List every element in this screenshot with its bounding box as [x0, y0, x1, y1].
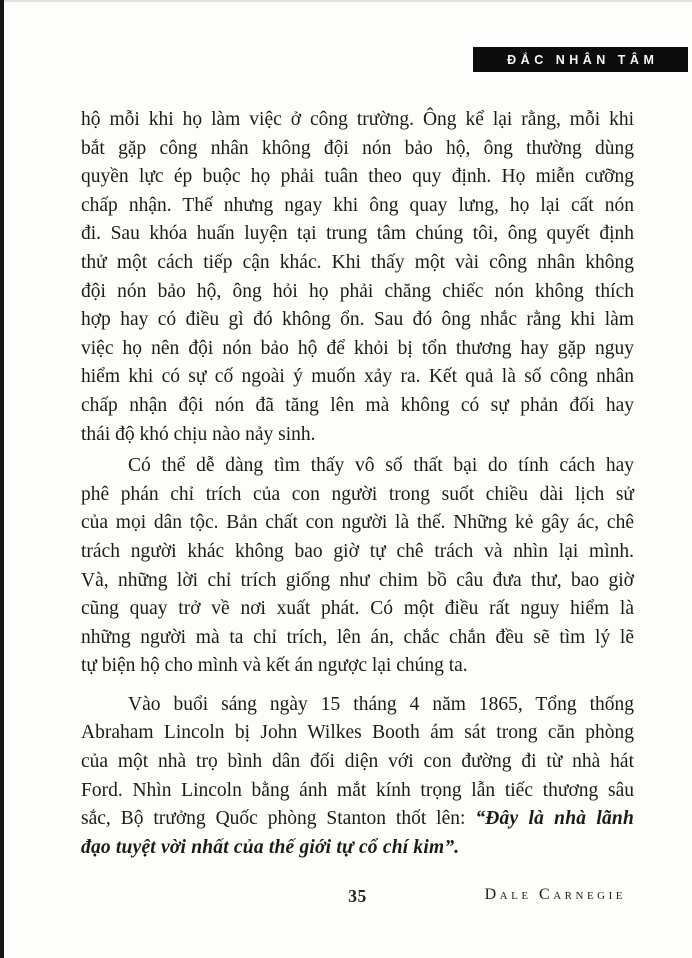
text-line — [81, 805, 634, 834]
text-line — [81, 392, 634, 421]
text-line — [81, 481, 634, 510]
text-line — [81, 777, 634, 806]
body-text-segment: của một nhà trọ bình dân đối diện với con đường đi từ nhà hát — [81, 751, 634, 773]
body-text — [81, 106, 634, 862]
body-text-segment: đội nón bảo hộ, ông hỏi họ phải chăng chiếc nón không thích — [81, 280, 634, 302]
body-text-segment: hộ mỗi khi họ làm việc ở công trường. Ông kể lại rằng, mỗi khi — [81, 109, 634, 130]
text-line — [81, 135, 634, 164]
body-text-segment: Có thể dễ dàng tìm thấy vô số thất bại do tính cách hay — [128, 455, 634, 477]
body-text-segment: quyền lực ép buộc họ phải tuân theo quy định. Họ miễn cưỡng — [81, 166, 634, 188]
body-text-segment: những người mà ta chỉ trích, lên án, chắc chắn đều sẽ tìm lý lẽ — [81, 626, 634, 648]
text-line — [81, 624, 634, 653]
text-line — [81, 834, 634, 863]
body-text-segment: cũng quay trở về nơi xuất phát. Có một điều rất nguy hiểm là — [81, 598, 634, 620]
paragraph — [81, 452, 634, 681]
text-line — [81, 249, 634, 278]
body-text-segment: chấp nhận đội nón đã tăng lên mà không có sự phản đối hay — [81, 394, 634, 416]
body-text-segment: Abraham Lincoln bị John Wilkes Booth ám sát trong căn phòng — [81, 722, 634, 744]
text-line — [81, 220, 634, 249]
text-line — [81, 363, 634, 392]
text-line — [81, 691, 634, 720]
body-text-segment: thái độ khó chịu nào nảy sinh. — [81, 423, 316, 445]
text-line — [81, 306, 634, 335]
header-badge-label: ĐẮC NHÂN TÂM — [507, 52, 659, 67]
body-text-segment: tự biện hộ cho mình và kết án ngược lại chúng ta. — [81, 655, 468, 677]
spine-edge-bar — [0, 0, 4, 958]
body-text-segment: Vào buổi sáng ngày 15 tháng 4 năm 1865, Tổng thống — [128, 693, 634, 715]
body-text-segment: đi. Sau khóa huấn luyện tại trung tâm chúng tôi, ông quyết định — [81, 223, 634, 245]
paragraph — [81, 106, 634, 449]
scan-edge-top — [0, 0, 692, 2]
body-text-segment: bắt gặp công nhân không đội nón bảo hộ, ông thường dùng — [81, 137, 634, 159]
body-text-segment: hợp hay có điều gì đó không ổn. Sau đó ông nhắc rằng khi làm — [81, 309, 634, 331]
text-line — [81, 335, 634, 364]
text-line — [81, 719, 634, 748]
body-text-segment: trách người khác không bao giờ tự chê trách và nhìn lại mình. — [81, 540, 634, 562]
text-line — [81, 538, 634, 567]
text-line — [81, 192, 634, 221]
text-line — [81, 567, 634, 596]
text-line — [81, 652, 634, 681]
body-text-segment: việc họ nên đội nón bảo hộ để khỏi bị tổn thương hay gặp nguy — [81, 337, 634, 359]
body-text-segment: chấp nhận. Thế nhưng ngay khi ông quay lưng, họ lại cất nón — [81, 194, 634, 216]
text-line — [81, 106, 634, 135]
quoted-emphasis-text: đạo tuyệt vời nhất của thế giới tự cổ chí kim”. — [81, 836, 460, 858]
text-line — [81, 595, 634, 624]
body-text-segment: thử một cách tiếp cận khác. Khi thấy một vài công nhân không — [81, 251, 634, 273]
text-line — [81, 278, 634, 307]
paragraph — [81, 691, 634, 863]
author-name: Dale Carnegie — [484, 886, 626, 903]
text-line — [81, 163, 634, 192]
body-text-segment: của mọi dân tộc. Bản chất con người là thế. Những kẻ gây ác, chê — [81, 512, 634, 534]
text-line — [81, 748, 634, 777]
text-line — [81, 421, 634, 450]
body-text-segment: Và, những lời chỉ trích giống như chim bồ câu đưa thư, bao giờ — [81, 569, 634, 591]
body-text-segment: Ford. Nhìn Lincoln bằng ánh mắt kính trọng lẫn tiếc thương sâu — [81, 779, 634, 801]
text-line — [81, 452, 634, 481]
body-text-segment: phê phán chỉ trích của con người trong suốt chiều dài lịch sử — [81, 483, 634, 505]
quoted-emphasis-text: “Đây là nhà lãnh — [475, 808, 634, 830]
text-line — [81, 509, 634, 538]
body-text-segment: hiểm khi có sự cố ngoài ý muốn xảy ra. Kết quả là số công nhân — [81, 366, 634, 388]
body-text-segment: sắc, Bộ trưởng Quốc phòng Stanton thốt lên: — [81, 808, 476, 830]
header-badge — [473, 47, 688, 72]
page-number: 35 — [348, 886, 367, 906]
